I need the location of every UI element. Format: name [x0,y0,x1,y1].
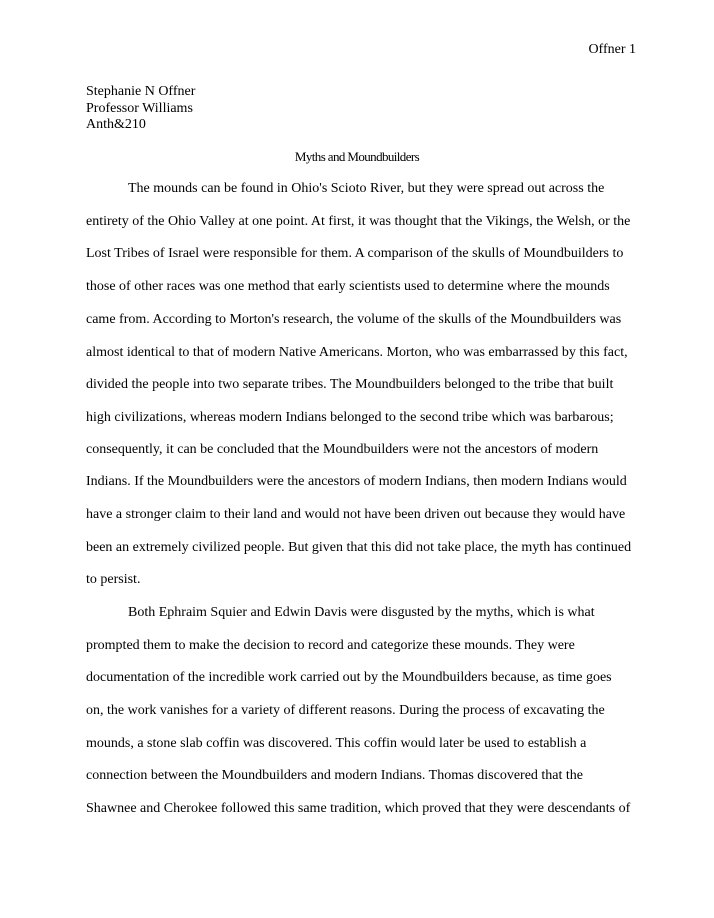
paragraph-1-line: almost identical to that of modern Native Americans. Morton, who was embarrassed by this fact, [86,345,628,360]
professor-name: Professor Williams [86,100,193,116]
paragraph-1-line: Indians. If the Moundbuilders were the ancestors of modern Indians, then modern Indians would [86,474,627,489]
author-block [86,84,195,134]
paragraph-1-line: been an extremely civilized people. But given that this did not take place, the myth has continued [86,540,632,555]
paragraph-2-line: connection between the Moundbuilders and modern Indians. Thomas discovered that the [86,768,583,783]
paragraph-1-line: have a stronger claim to their land and would not have been driven out because they would have [86,507,626,522]
paragraph-2-line: Shawnee and Cherokee followed this same tradition, which proved that they were descendants of [86,801,631,816]
paragraph-2-line: Both Ephraim Squier and Edwin Davis were disgusted by the myths, which is what [128,605,595,620]
paragraph-1-line: Lost Tribes of Israel were responsible for them. A comparison of the skulls of Moundbuilders to [86,246,624,261]
paragraph-1-line: came from. According to Morton's research, the volume of the skulls of the Moundbuilders was [86,312,622,327]
paragraph-1-line: high civilizations, whereas modern Indians belonged to the second tribe which was barbarous; [86,410,614,425]
paragraph-2-line: mounds, a stone slab coffin was discovered. This coffin would later be used to establish a [86,736,587,751]
document-title: Myths and Moundbuilders [294,149,420,164]
paragraph-2-line: documentation of the incredible work carried out by the Moundbuilders because, as time goes [86,670,612,685]
course-code: Anth&210 [86,117,146,132]
paragraph-1-line: The mounds can be found in Ohio's Scioto River, but they were spread out across the [128,181,605,196]
author-name: Stephanie N Offner [86,84,196,99]
paragraph-2-line: prompted them to make the decision to record and categorize these mounds. They were [86,638,575,653]
paragraph-1-line: consequently, it can be concluded that the Moundbuilders were not the ancestors of modern [86,442,599,457]
paragraph-2-line: on, the work vanishes for a variety of different reasons. During the process of excavating the [86,703,605,718]
paragraph-1-line: to persist. [86,572,141,587]
paragraph-1-line: entirety of the Ohio Valley at one point. At first, it was thought that the Vikings, the Welsh, or the [86,214,631,229]
paragraph-1-line: divided the people into two separate tribes. The Moundbuilders belonged to the tribe that built [86,377,614,392]
page-header-page-number: Offner 1 [588,42,636,57]
paragraph-1-line: those of other races was one method that early scientists used to determine where the mounds [86,279,610,294]
